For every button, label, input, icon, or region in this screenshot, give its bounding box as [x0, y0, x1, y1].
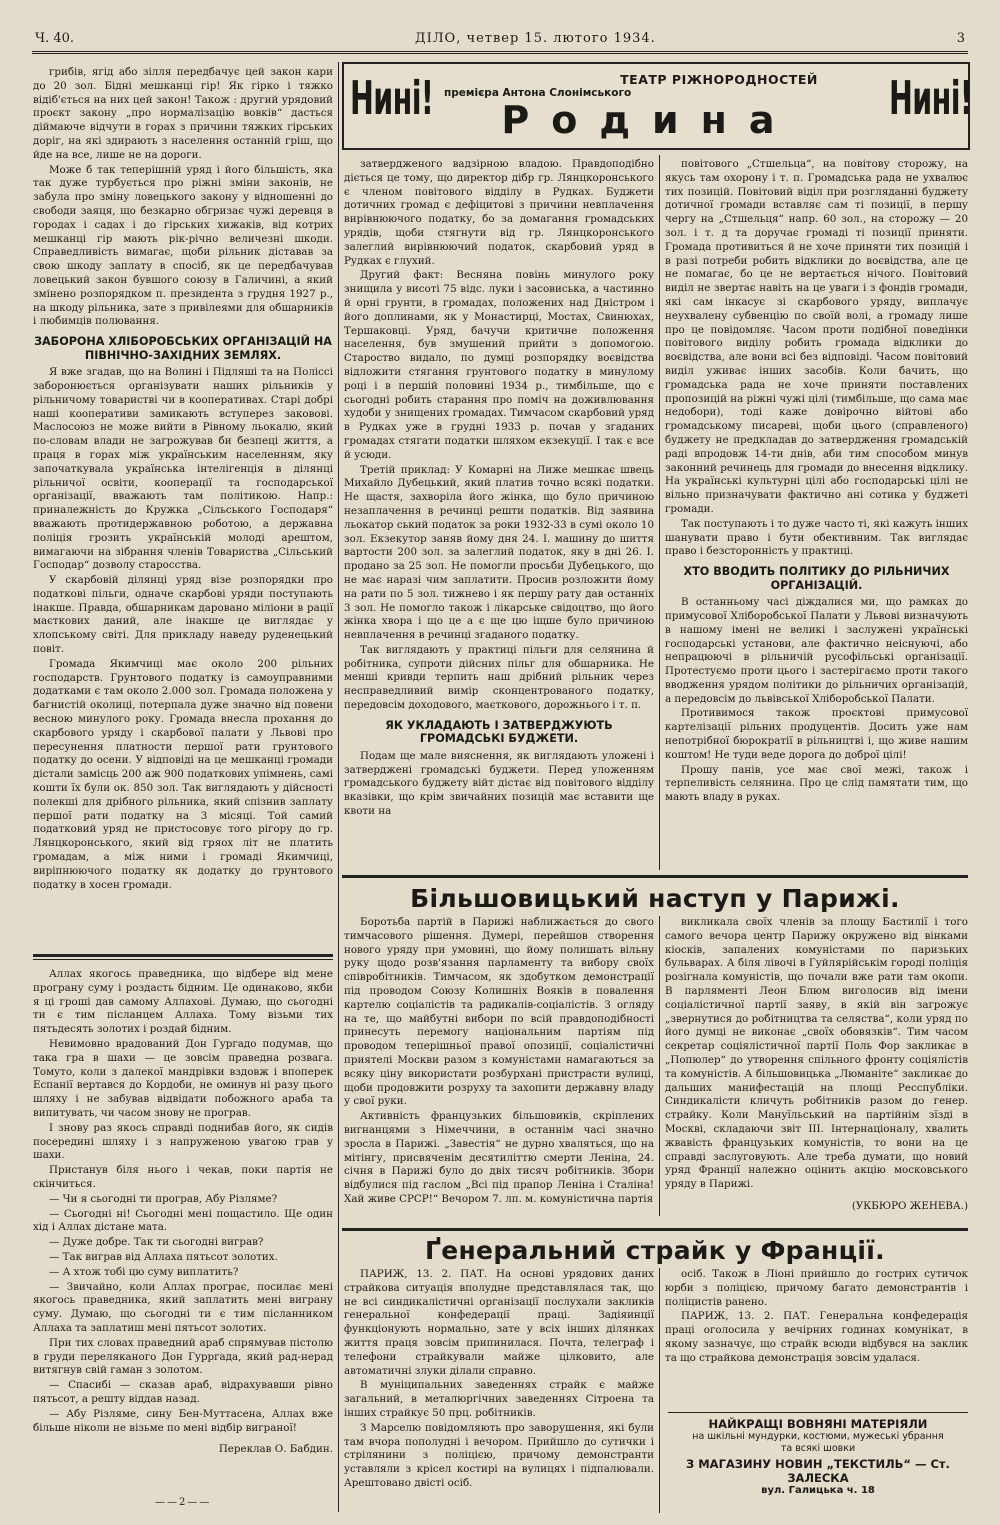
paragraph: Я вже згадав, що на Волині і Підляші та на Поліссі заборонюється організувати наших рільників у рільничому товаристві чи в кооперативах. Старі добрі наші кооперативи замикають вступерез заковові. Маслосоюз не може вийти в Рівному льокалю, який по-словам влади не загрожував би безпеці життя, а праця в горах між українським населенням, яку започаткувала українська інтелігенція в ділянці рільничої освіти, кооперації та господарської організації, вважають там політикою. Напр.: приналежність до Кружка „Сільського Господаря“ вважають протидержавною роботою, а державна поліція грозить українській молоді арештом, вимагаючи на зібрання членів Товариства „Сільський Господар“ дозволу старосства. — [33, 366, 333, 572]
paragraph: Другий факт: Весняна повінь минулого року знищила у висоті 75 відс. луки і засовиська, а частинно й орні грунти, в громадах, положених над Дністром і його доплинами, як у Монастирці, Мостах, Свинюхах, Тершаковці. Уряд, бачучи критичне положення населення, був змушений прийти з допомогою. Староство видало, по думці розпорядку воєвідства відложити стягання грунтового податку в минулому році і в першій половині 1934 р., тимбільше, що є сьогодні робить старання про поміч на доживлювання худоби у знищених громадах. Тимчасом скарбовий уряд в Рудках уже в грудні 1933 р. почав у згаданих громадах стягати податки шляхом екзекуції. І так є все й усюди. — [344, 269, 654, 461]
paragraph: Прошу панів, усе має свої межі, також і терпеливість селянина. Про це слід памятати тим, що мають владу в руках. — [665, 763, 968, 804]
textile-advertisement — [668, 1412, 968, 1512]
translator-signature: Переклав О. Бабдин. — [218, 1443, 333, 1456]
paragraph: Громада Якимчиці має около 200 рільних господарств. Грунтового податку із самоуправними додатками є там около 2.000 зол. Громада положена у багнистій околиці, потерпала дуже значно від повени весною минулого року. Громада внесла прохання до скарбового уряду і скарбової палати у Львові про пересунення платности першої рати грунтового податку до осени. У відповіді на це мешканці громади дістали замісць 200 аж 900 податкових упімнень, самі кошти їх були ок. 850 зол. Так виглядають у дійсності полекші для дрібного рільника, який спізнив заплату першої рати податку на 3 місяці. Той самий податковий уряд не пристосовує того рігору до гр. Лянцкоронського, який від гряох літ не платить громадам, а між ними і громаді Якимчиці, виріпнюючого податку як додатку до грунтового податку в хосен громади. — [33, 657, 333, 891]
paragraph: В муніципальних заведеннях страйк є майже загальний, в металюргічних заведеннях Сітроена та інших страйкує 50 прц. робітників. — [344, 1379, 654, 1419]
section-rule — [342, 875, 968, 878]
ad-address: вул. Галицька ч. 18 — [761, 1485, 875, 1496]
paragraph: Противимося також проєктові примусової картелізації рільних продуцентів. Досить уже нам непотрібної бюрократії в рільництві і, що живе нашим коштом! Не туди веде дорога до доброї цілі! — [665, 707, 968, 761]
dialogue-line: — Звичайно, коли Аллах програє, посилає мені якогось праведника, який заплатить мені виграну суму. Думаю, що сьогодні ти є тим післанником Аллаха та заплатиш мені пятьсот золотих. — [33, 1280, 333, 1334]
paragraph: Третій приклад: У Комарні на Лиже мешкає швець Михайло Дубецький, який платив точно всякі податки. Не щастя, захворіла його жінка, що було причиною незаплачення в речинці решти податків. Від заявина льокатор ський податок за роки 1932-33 в сумі около 10 зол. Екзекутор заняв йому дня 24. І. машину до шиття вартости 200 зол. за залеглий податок, яку в дні 26. І. продано за 25 зол. Не помогли просьби Дубецького, що не має наразі чим заплатити. Просив розложити йому на рати по 5 зол. тижнево і як першу рату дав останніх 3 зол. Не помогло також і лікарське свідоцтво, що його жінка хвора і що це а є ще цю іщше було причиною невплачення в речинці згаданого податку. — [344, 463, 654, 642]
column-right — [665, 158, 968, 870]
ad-line: на шкільні мундурки, костюми, мужеські убрання — [692, 1431, 944, 1442]
paris-column-1 — [344, 916, 654, 1216]
vertical-rule — [338, 62, 339, 1512]
column-left-top — [33, 66, 333, 946]
paragraph: ПАРИЖ, 13. 2. ПАТ. Генеральна конфедерація праці оголосила у вечірних годинах комунікат, в якому зазначує, що страйк всюди відбувся на заклик та що страйкова демонстрація зовсім удалася. — [665, 1310, 968, 1364]
section-headline: ЯК УКЛАДАЮТЬ І ЗАТВЕРДЖУЮТЬ ГРОМАДСЬКІ БУДЖЕТИ. — [385, 718, 613, 746]
article-headline-paris: Більшовицький наступ у Парижі. — [410, 884, 900, 913]
paragraph: Подам ще мале вияснення, як виглядають уложені і затверджені громадські буджети. Перед уложенням громадського буджету війт дістає від повітового відділу вказівки, що крім звичайних позицій має вставити ще квоти на — [344, 749, 654, 818]
column-divider — [33, 959, 333, 960]
paragraph: осіб. Також в Ліоні прийшло до гострих сутичок юрби з поліцією, причому багато демонстрантів і поліцистів ранено. — [665, 1268, 968, 1308]
paragraph: У скарбовій ділянці уряд візе розпорядки про податкові пільги, одначе скарбові уряди поступають інакше. Правда, обшарникам даровано міліони в рації маєткових даний, але інакше це виглядає у хлопському світі. Для прикладу наведу руденецький повіт. — [33, 574, 333, 656]
paragraph: Боротьба партій в Парижі наближається до свого тимчасового рішення. Думері, перейшов створення нового уряду при умовині, що йому полишать вільну руку щодо розв'язання парламенту та вибору своїх співробітників. Тимчасом, як здобутком демонстрації під проводом Союзу Колишніх Вояків в повалення картелю соціалістів та радикалів-соціалістів. З огляду на те, що майбутні вибори по всій правдоподібності принесуть перемогу національним партіям під проводом теперішньої правої опозиції, соціалістичні приятелі Москви разом з комуністами намагаються за всяку ціну використати розбурхані пристрасти вулиці, щоби продовжити розруху та захопити державну владу у свої руки. — [344, 916, 654, 1108]
bureau-signature: (УКБЮРО ЖЕНЕВА.) — [851, 1199, 968, 1212]
ad-now-right: Нині! — [889, 71, 973, 125]
paragraph: повітового „Стшельца“, на повітову сторожу, на якусь там охорону і т. п. Громадська рада не ухвалює тих позицій. Повітовий віділ при розгляданні буджету дотичної громади вставляє сам ті позиції, в першу чергу на „Стшельця“ напр. 60 зол., на сторожу — 20 зол. і т. д та доручає громаді ті позиції приняти. Громада противиться й не хоче приняти тих позицій і в разі потреби робить відклики до воєвідства, але це не помагає, бо це не вертається нічого. Повітовий виділ не звертає навіть на це уваги і з фондів громади, які сам інкасує зі скарбового уряду, виплачує неухвалену субвенцію по своїй волі, а громаду лише про це повідомляє. Часом проти подібної поведінки повітового виділу робить громада відклики до воєвідства, але вони всі без відповіді. Часом повітовий виділ уживає інших засобів. Коли бачить, що громадська рада не хоче приняти поставлених пропозицій на ріжні чужі цілі (тимбільше, що сама має недобори), тоді каже довірочно війтові або громадському писареві, щоби цього (справленого) буджету не предкладав до затвердження громадській раді впродовж 14-ти днів, аби тим способом минув законний речинець для громади до внесення відклику. На українські культурні цілі або господарські цілі не вільно призначувати фактично ані сотика у буджеті громади. — [665, 158, 968, 515]
section-rule — [342, 1228, 968, 1231]
paragraph: ПАРИЖ, 13. 2. ПАТ. На основі урядових даних страйкова ситуація вполудне представлялася так, що не всі синдикалістичні організації послухали закликів генеральної конфедерації праці. Задіяинції функціонують нормально, зате у всіх інших ділянках життя праця зовсім припинилася. Почта, телеграф і телефони страйкували майже цілковито, але автоматичні злуки ділали справно. — [344, 1268, 654, 1377]
dialogue-line: — А хтож тобі цю суму виплатить? — [49, 1265, 239, 1278]
masthead-date: ДІЛО, четвер 15. лютого 1934. — [415, 31, 656, 46]
paragraph: При тих словах праведний араб спрямував пістолю в груди переляканого Дон Гурргада, який рад-нерад витягнув свій гаман з золотом. — [33, 1336, 333, 1377]
header-rule — [32, 51, 968, 54]
dialogue-line: — Чи я сьогодні ти програв, Абу Різляме? — [49, 1192, 278, 1205]
page-number: 3 — [956, 31, 965, 46]
ad-theatre-name: ТЕАТР РІЖНОРОДНОСТЕЙ — [620, 72, 818, 87]
ad-now-left: Нині! — [350, 71, 434, 125]
paragraph: І знову раз якось справді поднибав його, як сидів посередині шляху і з напруженою увагою грав у шахи. — [33, 1121, 333, 1162]
paragraph: затвердженого вадзірною владою. Правдоподібно діється це тому, що директор дібр гр. Лянцкоронського є членом повітового відділу в Рудках. Буджети дотичних громад є дефіцитові з причини невплачення вирівнюючого податку, бо за домагання громадських урядів, щоби стягнути від гр. Лянцкоронського залеглий вирівнюючий податок, скарбовий уряд в Рудках є глухий. — [344, 158, 654, 267]
strike-column-2 — [665, 1268, 968, 1408]
strike-column-1 — [344, 1268, 654, 1513]
paris-column-2 — [665, 916, 968, 1226]
dialogue-line: — Спасибі — сказав араб, відрахувавши рівно пятьсот, а решту віддав назад. — [33, 1379, 333, 1405]
dialogue-line: — Дуже добре. Так ти сьогодні виграв? — [49, 1236, 264, 1249]
paragraph: Активність французьких більшовиків, скріплених вигнанцями з Німеччини, в останнім часі значно зросла в Парижі. „Завестія“ не дурно хваляться, що на мітінгу, присвяченім десятиліттю смерти Леніна, 24. січня в Парижі було до двіх тисяч робітників. Збори відбулися під гаслом „Всі під прапор Леніна і Сталіна! Хай живе СРСР!“ Вечором 7. лп. м. комуністична партія — [344, 1110, 654, 1205]
section-headline: ЗАБОРОНА ХЛІБОРОБСЬКИХ ОРГАНІЗАЦІЙ НА ПІВНІЧНО-ЗАХІДНИХ ЗЕМЛЯХ. — [34, 335, 332, 362]
dialogue-line: — Сьогодні ні! Сьогодні мені пощастило. Ще один хід і Аллах дістане мата. — [33, 1207, 333, 1234]
ad-store-name: З МАГАЗИНУ НОВИН „ТЕКСТИЛЬ“ — Ст. ЗАЛЕСКА — [686, 1457, 950, 1485]
section-headline: ХТО ВВОДИТЬ ПОЛІТИКУ ДО РІЛЬНИЧИХ ОРГАНІЗАЦІЙ. — [683, 565, 950, 592]
ad-premiere: премієра Антона Слонімського — [444, 87, 632, 99]
paragraph: Невимовно врадований Дон Гургадо подумав, що така гра в шахи — це зовсім праведна розвага. Томуто, коли з далекої мандрівки вздовж і впоперек Еспанії вертався до Кордоби, не оминув ні разу цього шляху і не забував відвідати побожного араба та випитувать, чи часом знову не програв. — [33, 1037, 333, 1119]
dialogue-line: — Так виграв від Аллаха пятьсот золотих. — [49, 1250, 278, 1263]
paragraph: Так поступають і то дуже часто ті, які кажуть інших шанувати право і бути обективним. Так виглядає право і безсторонність у практиці. — [665, 517, 968, 558]
ad-play-title: Родина — [501, 98, 797, 142]
vertical-rule — [659, 155, 660, 870]
column-middle — [344, 158, 654, 870]
page-header — [35, 31, 965, 53]
paragraph: Пристанув біля нього і чекав, поки партія не скінчиться. — [33, 1164, 333, 1190]
paragraph: Аллах якогось праведника, що відбере від мене програну суму і роздасть бідним. Це одинаково, якби я ці гроші дав самому Аллахові. Думаю, що сьогодні ти є тим післанцем Аллаха. Тому візьми тих пятьдесять золотих і роздай бідним. — [33, 968, 333, 1036]
dialogue-line: — Абу Різляме, сину Бен-Муттасена, Аллах вже більше ніколи не візьме по мені відбір виграної! — [33, 1407, 333, 1434]
theatre-advertisement — [342, 62, 973, 150]
paragraph: грибів, ягід або зілля передбачує цей закон кари до 20 зол. Бідні мешканці гір! Як гірко і тяжко відіб'ється на них цей закон! Також : другий урядовий проєкт закону „про нормалізацію вовків“ дасться діймаюче відчути в горах з причини тяжких гірських доріг, на які здирають з населення останній гріш, що йде на все, лише не на дороги. — [33, 66, 333, 161]
vertical-rule — [659, 1268, 660, 1513]
ad-line: НАЙКРАЩІ ВОВНЯНІ МАТЕРІЯЛИ — [708, 1417, 928, 1431]
ad-line: та всякі шовки — [780, 1443, 856, 1454]
page-mark: ——2—— — [155, 1497, 212, 1508]
paragraph: В останньому часі діждалися ми, що рамках до примусової Хліборобської Палати у Львові визначують в нашому імені не великі і заслужені українські господарські установи, але фактично неіснуючі, або непрацюючі в рільничій русофільські організації. Протестуємо проти цього і застерігаємо проти такого вводження урядом політики до рільничих організацій, а передовсім до львівської Хліборобської Палати. — [665, 596, 968, 705]
issue-number: Ч. 40. — [35, 31, 74, 46]
paragraph: Може б так теперішній уряд і його більшість, яка так дуже турбується про ріжні зміни законів, не забула про зміну ловецького закону у відношенні до свободи заяця, що безкарно обгризає чужі деревця в городах і садах і до гірських хижаків, від котрих мешканці гір мають рік-річно величезні шкоди. Справедливість вимагає, щоби рільник діставав за свою шкоду заплату в спосіб, як це передбачував ловецький закон бувшого союзу в Галичині, а який змінено розпорядком п. президента з грудня 1927 р., на шкоду рільника, зате з привілеями для обшарників і любимців полювання. — [33, 163, 333, 328]
article-headline-strike: Ґенеральний страйк у Франції. — [425, 1236, 885, 1265]
paragraph: викликала своїх членів за площу Бастилії і того самого вечора центр Парижу окружено від вінками кіосків, запалених комуністами по паризьких бульварах. А біля лівочі в Гуйлярійськім городі поліція розігнала комуністів, що почали вже рати там окопи. В парляменті Леон Блюм виголосив від імени соціалістичної партії заяву, в якій він загрожує „звернутися до робітництва та селяства“, коли уряд по його думці не виконає „своїх обовязків“. Тим часом секретар соціялістичної партії Поль Фор закликає в „Попюлер“ до утворення спільного фронту соціялістів та комуністів. А більшовицька „Люманіте“ закликає до дальших манифестацій на площі Ресспубліки. Синдикалісти кличуть робітників разом до генер. страйку. Коли Мануїльський на партійнім зїзді в Москві, складаючи звіт III. Інтернаціоналу, хвалить жвавість французьких комуністів, то вони на це справді заслуговують. Але треба думати, що новий уряд Франції належно оцінить акцію московського уряду в Парижі. — [665, 916, 968, 1191]
vertical-rule — [659, 916, 660, 1216]
column-divider — [33, 954, 333, 957]
paragraph: З Марселю повідомляють про заворушення, які були там вчора пополудні і вечором. Прийшло до сутички і стрілянини з поліцією, причому демонстранти уставляли з крісел костирі на вулицях і підпалювали. Арештовано двісті осіб. — [344, 1421, 654, 1489]
paragraph: Так виглядають у практиці пільги для селянина й робітника, супроти дійсних пільг для обшарника. Не менші кривди терпить наш дрібний рільник через несправедливий вимір сконцентрованого податку, передовсім доходового, маєткового, дорожнього і т. п. — [344, 643, 654, 712]
column-left-bottom — [33, 968, 333, 1493]
